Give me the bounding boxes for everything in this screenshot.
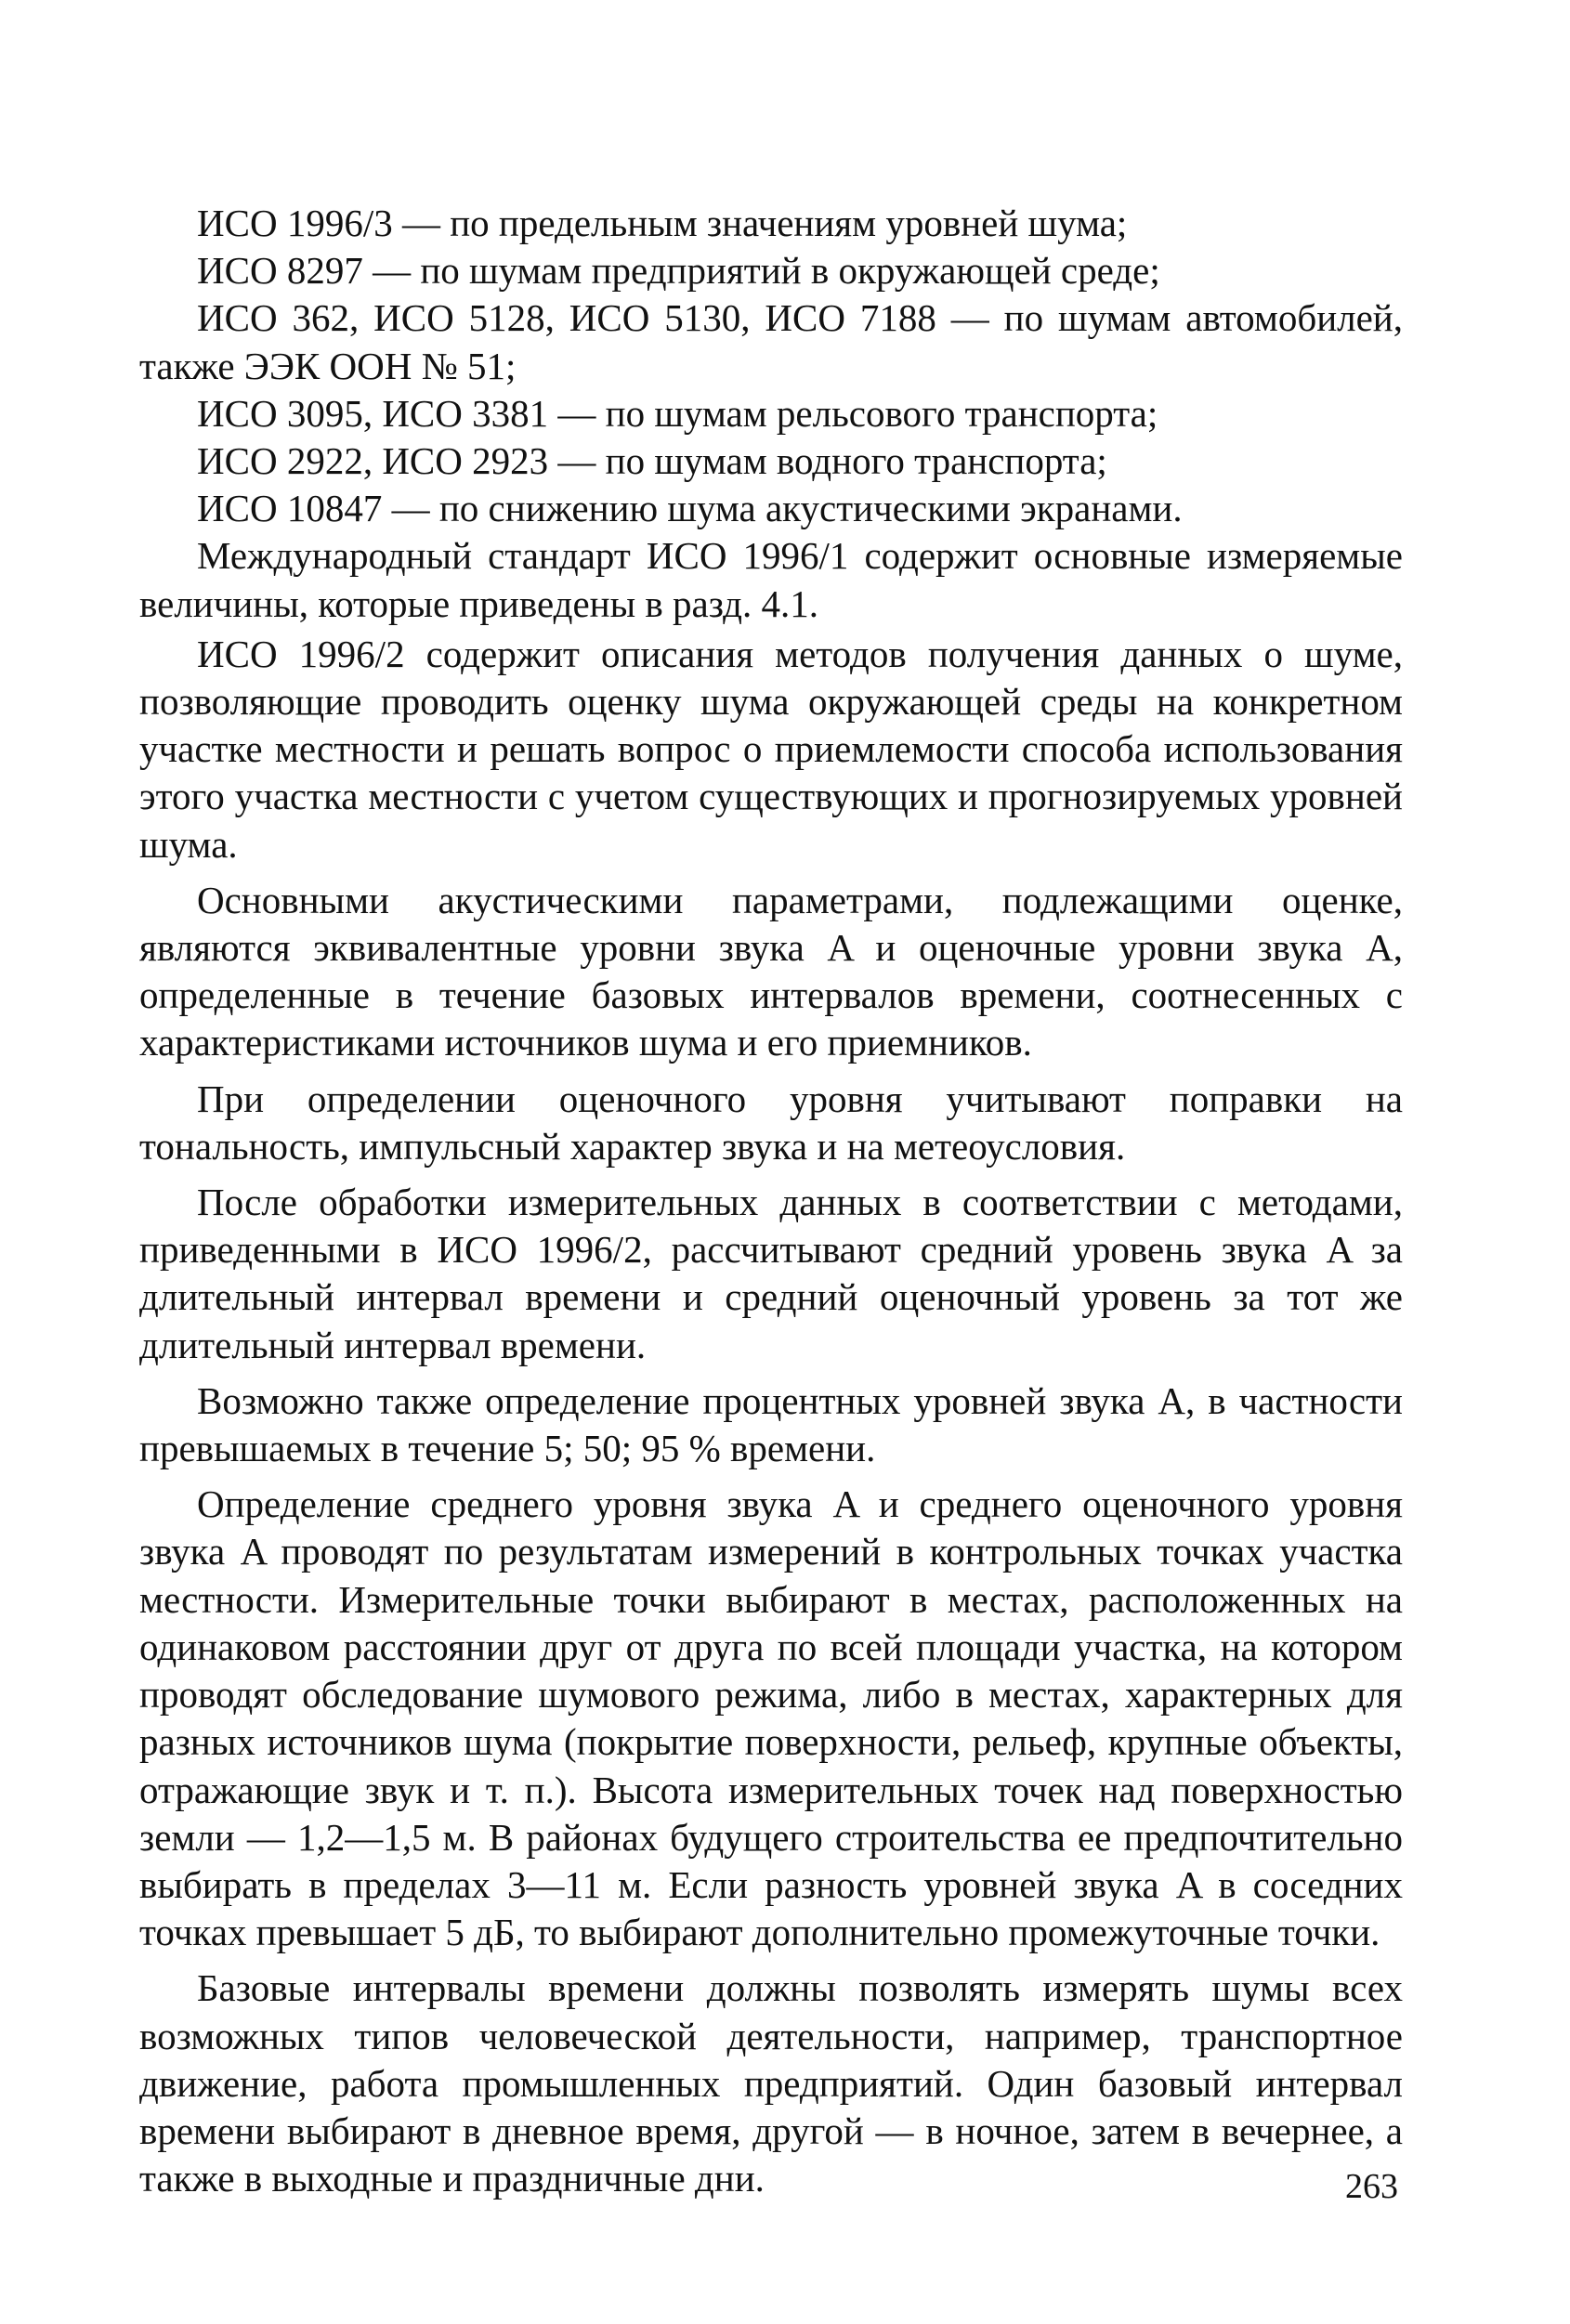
paragraph-iso-3095: ИСО 3095, ИСО 3381 — по шумам рельсового транспорта;: [197, 391, 1158, 435]
paragraph-rating-level: При определении оценочного уровня учитывают поправки на тональность, импульсный характер звука и на метеоусловия.: [139, 1077, 1403, 1168]
page-number: 263: [1345, 2167, 1398, 2206]
body-text: [139, 200, 1403, 2205]
paragraph-reference-intervals: Базовые интервалы времени должны позволять измерять шумы всех возможных типов человеческой деятельности, например, транспортное движение, работа промышленных предприятий. Один базовый интервал времени выбирают в дневное время, другой — в ночное, затем в вечернее, а также в выходные и праздничные дни.: [139, 1966, 1403, 2200]
paragraph-iso-362: ИСО 362, ИСО 5128, ИСО 5130, ИСО 7188 — по шумам автомобилей, также ЭЭК ООН № 51;: [139, 296, 1403, 387]
paragraph-iso-1996-3: ИСО 1996/3 — по предельным значениям уровней шума;: [197, 202, 1128, 244]
paragraph-iso-8297: ИСО 8297 — по шумам предприятий в окружающей среде;: [197, 249, 1160, 293]
paragraph-measurement-points: Определение среднего уровня звука A и среднего оценочного уровня звука A проводят по результатам измерений в контрольных точках участка местности. Измерительные точки выбирают в местах, расположенных на одинаковом расстоянии друг от друга по всей площади участка, на котором проводят обследование шумового режима, либо в местах, характерных для разных источников шума (покрытие поверхности, рельеф, крупные объекты, отражающие звук и т. п.). Высота измерительных точек над поверхностью земли — 1,2—1,5 м. В районах будущего строительства ее предпочтительно выбирать в пределах 3—11 м. Если разность уровней звука A в соседних точках превышает 5 дБ, то выбирают дополнительно промежуточные точки.: [139, 1482, 1403, 1954]
paragraph-data-processing: После обработки измерительных данных в соответствии с методами, приведенными в ИСО 1996/2, рассчитывают средний уровень звука A за длительный интервал времени и средний оценочный уровень за тот же длительный интервал времени.: [139, 1181, 1403, 1366]
paragraph-percentile-levels: Возможно также определение процентных уровней звука A, в частности превышаемых в течение 5; 50; 95 % времени.: [139, 1378, 1403, 1470]
paragraph-iso-1996-1: Международный стандарт ИСО 1996/1 содержит основные измеряемые величины, которые приведены в разд. 4.1.: [139, 534, 1403, 625]
paragraph-iso-1996-2: ИСО 1996/2 содержит описания методов получения данных о шуме, позволяющие проводить оценку шума окружающей среды на конкретном участке местности и решать вопрос о приемлемости способа использования этого участка местности с учетом существующих и прогнозируемых уровней шума.: [139, 632, 1403, 866]
paragraph-iso-2922: ИСО 2922, ИСО 2923 — по шумам водного транспорта;: [197, 439, 1107, 483]
paragraph-acoustic-parameters: Основными акустическими параметрами, подлежащими оценке, являются эквивалентные уровни звука A и оценочные уровни звука A, определенные в течение базовых интервалов времени, соотнесенных с характеристиками источников шума и его приемников.: [139, 878, 1403, 1064]
paragraph-iso-10847: ИСО 10847 — по снижению шума акустическими экранами.: [197, 487, 1183, 530]
